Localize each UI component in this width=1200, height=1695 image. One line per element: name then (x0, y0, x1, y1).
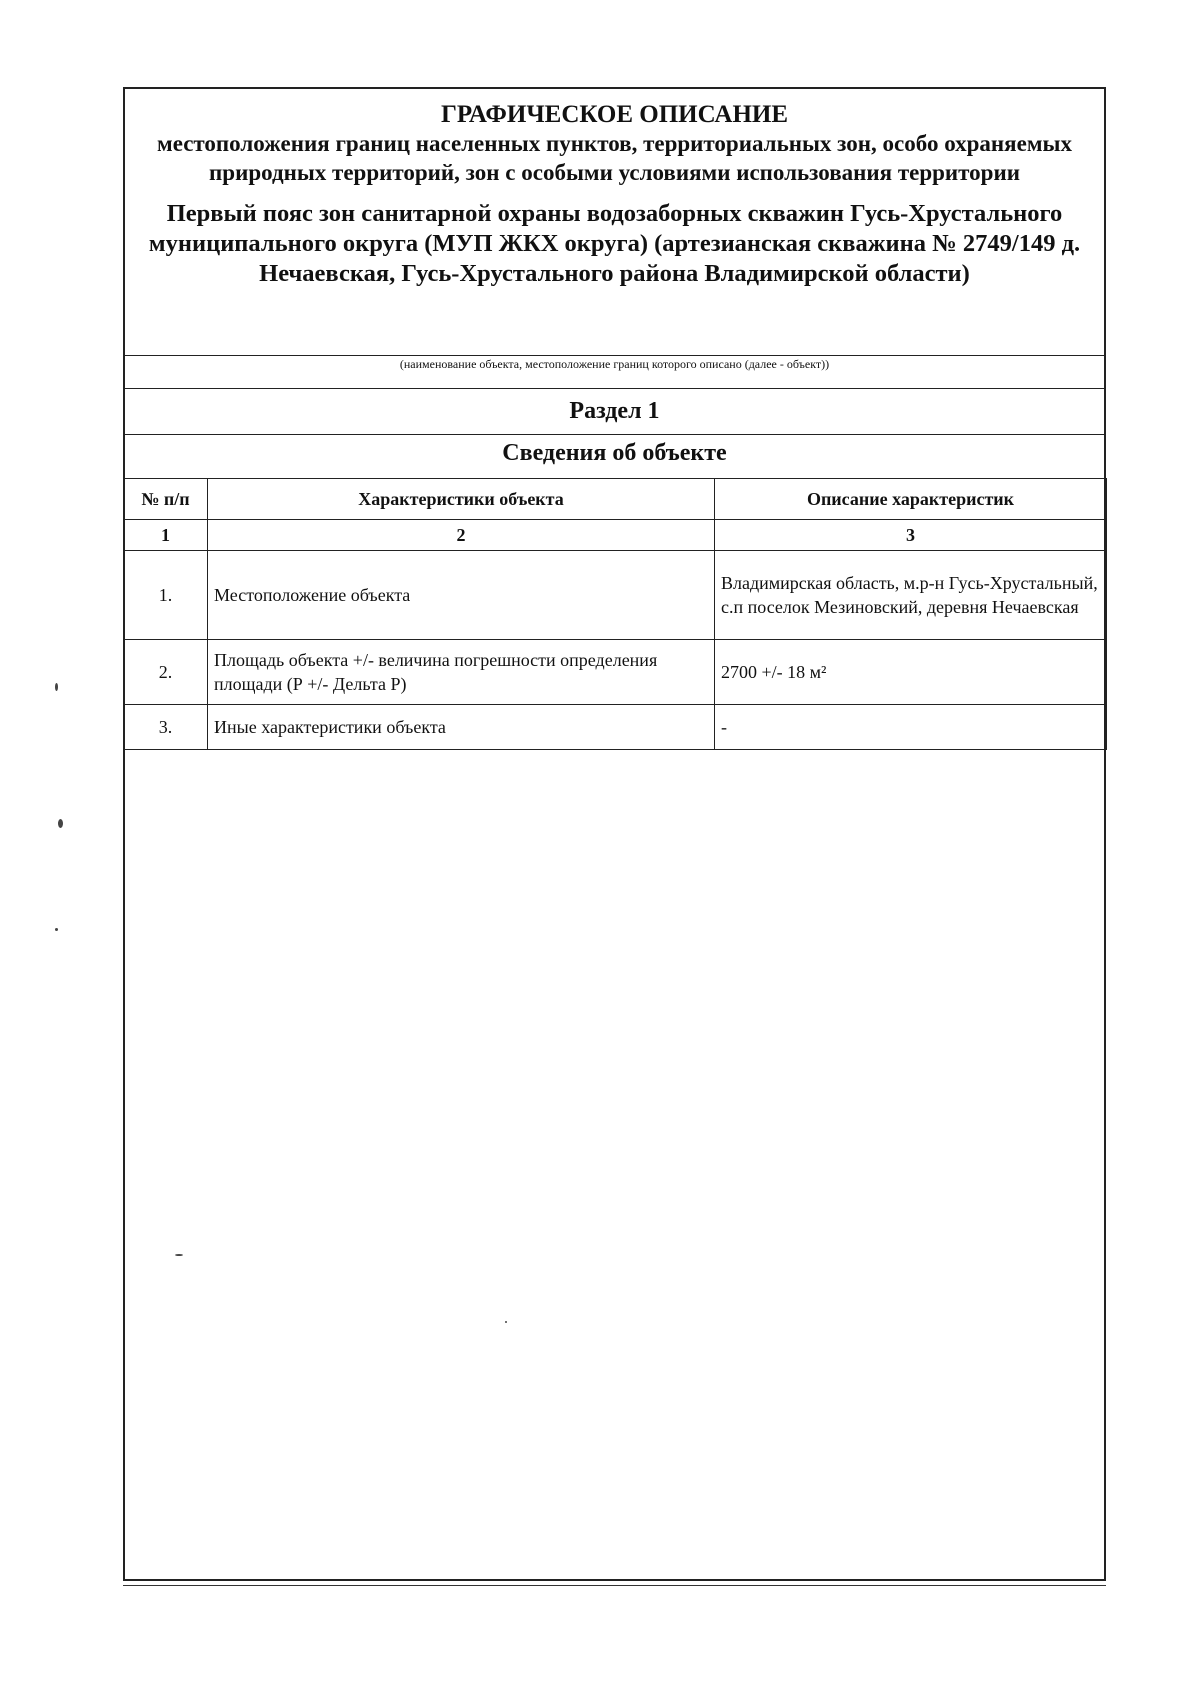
column-number-row (124, 520, 1107, 551)
object-name-caption: (наименование объекта, местоположение границ которого описано (далее - объект)) (399, 357, 830, 371)
row-description: - (715, 705, 1107, 750)
section-heading: Сведения об объекте (502, 440, 727, 466)
document-header (125, 89, 1104, 289)
table-header-row (124, 479, 1107, 520)
frame-bottom-line (123, 1585, 1106, 1586)
object-name: Первый пояс зон санитарной охраны водозаборных скважин Гусь-Хрустального муниципального округа (МУП ЖКХ округа) (артезианская скважина № 2749/149 д. Нечаевская, Гусь-Хрустального района Владимирской области) (148, 200, 1081, 287)
row-number: 2. (124, 640, 208, 705)
scan-speck (505, 1321, 507, 1323)
object-info-table (123, 478, 1107, 750)
row-characteristic: Иные характеристики объекта (208, 705, 715, 750)
row-characteristic: Местоположение объекта (208, 551, 715, 640)
divider (125, 434, 1104, 435)
document-title: ГРАФИЧЕСКОЕ ОПИСАНИЕ (440, 101, 789, 128)
column-header-number: № п/п (124, 479, 208, 520)
section-label: Раздел 1 (569, 398, 660, 424)
scan-speck (58, 819, 63, 828)
row-description: 2700 +/- 18 м² (715, 640, 1107, 705)
table-row (124, 705, 1107, 750)
table-row (124, 551, 1107, 640)
scan-speck (55, 928, 58, 931)
row-number: 1. (124, 551, 208, 640)
column-number: 3 (715, 520, 1107, 551)
row-description: Владимирская область, м.р-н Гусь-Хрустальный, с.п поселок Мезиновский, деревня Нечаевская (715, 551, 1107, 640)
scan-speck (55, 683, 58, 691)
document-subtitle: местоположения границ населенных пунктов, территориальных зон, особо охраняемых природных территорий, зон с особыми условиями использования территории (157, 131, 1072, 185)
row-characteristic: Площадь объекта +/- величина погрешности определения площади (Р +/- Дельта Р) (208, 640, 715, 705)
document-frame (123, 87, 1106, 1581)
column-number: 1 (124, 520, 208, 551)
scan-speck (175, 1254, 183, 1256)
table-row (124, 640, 1107, 705)
empty-drawing-area (125, 752, 1104, 1581)
row-number: 3. (124, 705, 208, 750)
divider (125, 388, 1104, 389)
column-header-characteristic: Характеристики объекта (208, 479, 715, 520)
column-number: 2 (208, 520, 715, 551)
column-header-description: Описание характеристик (715, 479, 1107, 520)
object-name-underline (125, 355, 1104, 356)
